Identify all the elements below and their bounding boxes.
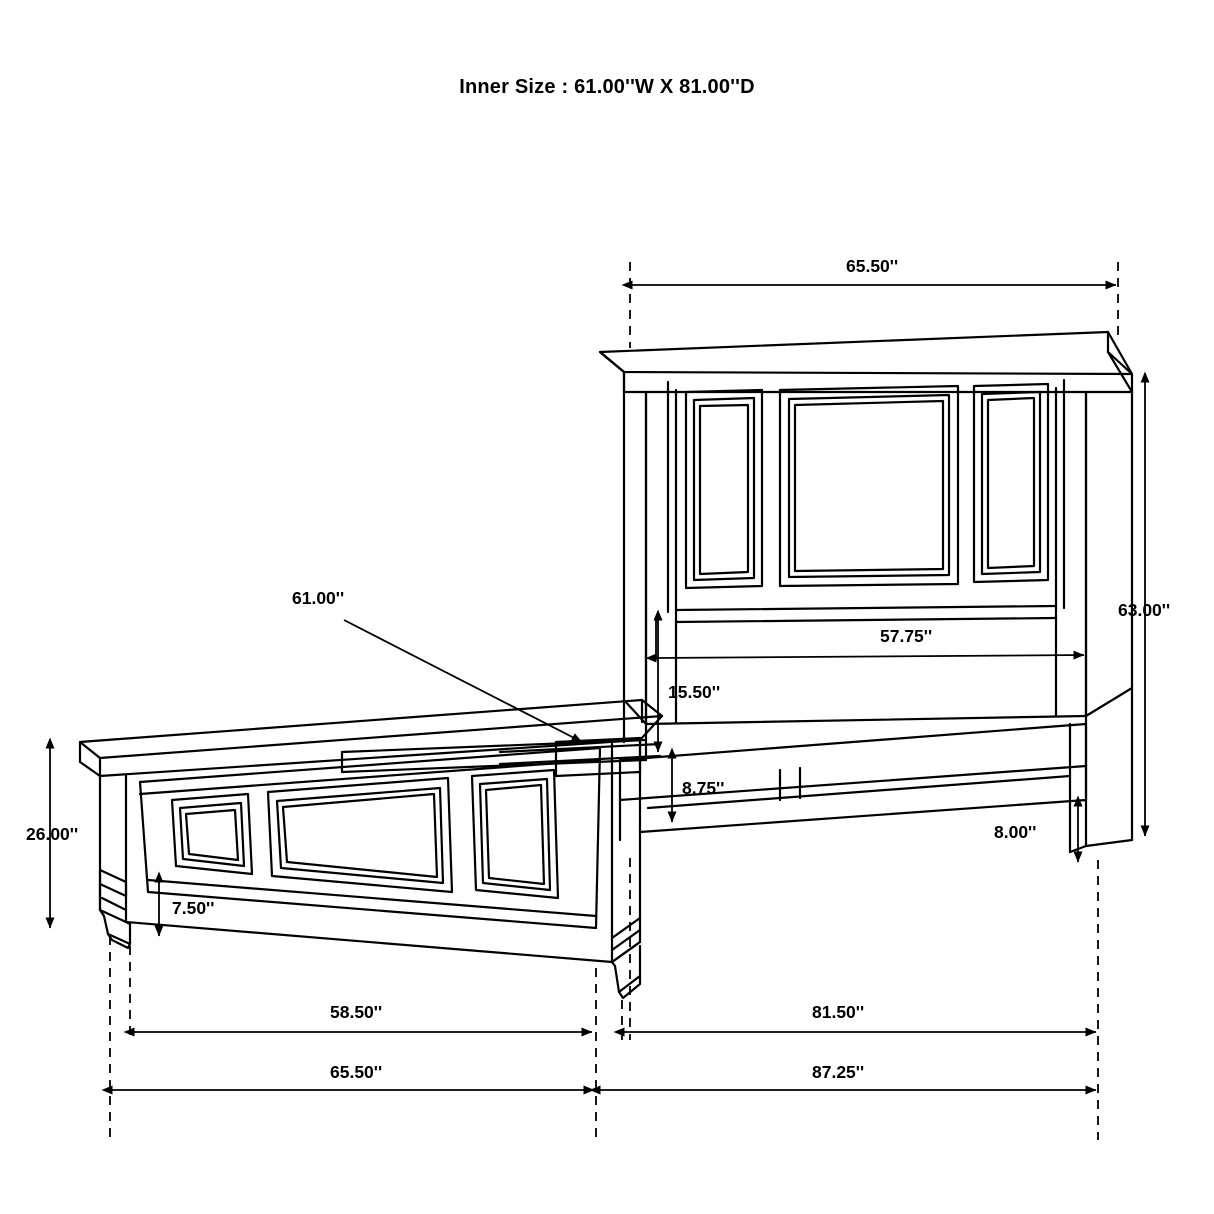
dimension-label-rail-height-lower: 8.75'' [682,778,725,798]
bed-outline [80,332,1132,998]
page-title: Inner Size : 61.00''W X 81.00''D [459,76,755,98]
dimension-label-rail-height-upper: 15.50'' [668,682,721,702]
dimension-label-inner-width-callout: 61.00'' [292,588,345,608]
dimension-lines [50,262,1145,1140]
dimension-label-overall-depth: 87.25'' [812,1062,865,1082]
dimension-label-leg-height: 7.50'' [172,898,215,918]
dimension-label-footboard-inner-width: 58.50'' [330,1002,383,1022]
dimension-label-headboard-width-top: 65.50'' [846,256,899,276]
dimension-label-side-rail-length: 81.50'' [812,1002,865,1022]
dimension-label-headboard-inner-width: 57.75'' [880,626,933,646]
dimension-label-footboard-height: 26.00'' [26,824,79,844]
dimension-label-headboard-height: 63.00'' [1118,600,1171,620]
dimension-label-clearance-right: 8.00'' [994,822,1037,842]
dimension-label-footboard-width: 65.50'' [330,1062,383,1082]
